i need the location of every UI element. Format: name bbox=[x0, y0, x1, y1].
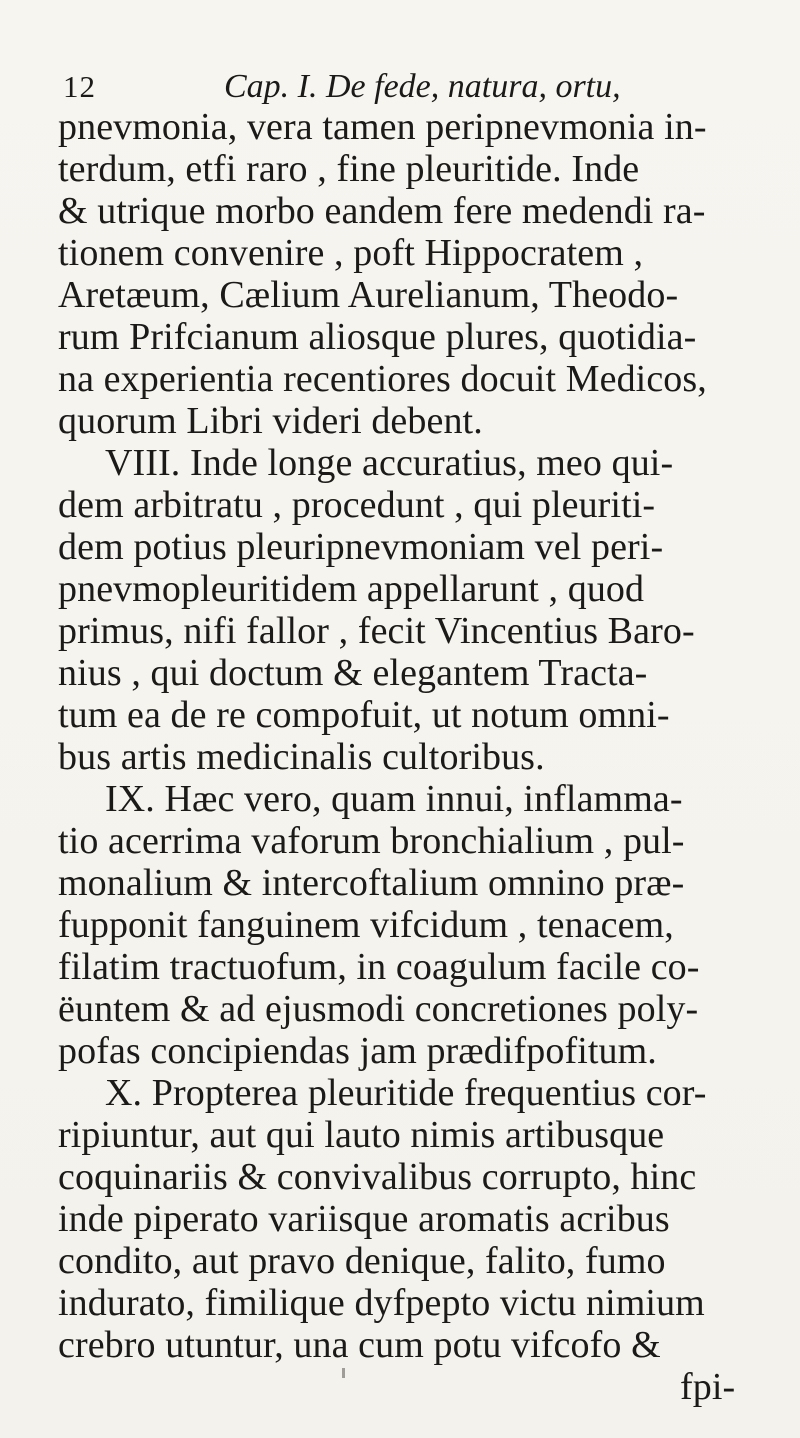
text-line: indurato, fimilique dyfpepto victu nimium bbox=[58, 1282, 705, 1324]
text-line: pnevmopleuritidem appellarunt , quod bbox=[58, 568, 645, 610]
text-line: crebro utuntur, una cum potu vifcofo & bbox=[58, 1324, 661, 1366]
text-line: tio acerrima vaforum bronchialium , pul- bbox=[58, 820, 685, 862]
text-line: & utrique morbo eandem fere medendi ra- bbox=[58, 190, 706, 232]
text-line: primus, nifi fallor , fecit Vincentius Baro- bbox=[58, 610, 695, 652]
running-head: Cap. I. De fede, natura, ortu, bbox=[224, 68, 621, 105]
text-line: na experientia recentiores docuit Medicos, bbox=[58, 358, 707, 400]
catchword: fpi- bbox=[680, 1366, 736, 1408]
text-line: pnevmonia, vera tamen peripnevmonia in- bbox=[58, 106, 707, 148]
paragraph-start: IX. Hæc vero, quam innui, inflamma- bbox=[105, 778, 683, 820]
text-line: dem arbitratu , procedunt , qui pleuriti- bbox=[58, 484, 656, 526]
text-line: terdum, etfi raro , fine pleuritide. Inde bbox=[58, 148, 640, 190]
text-line: ripiuntur, aut qui lauto nimis artibusque bbox=[58, 1114, 665, 1156]
text-line: Aretæum, Cælium Aurelianum, Theodo- bbox=[58, 274, 679, 316]
text-line: quorum Libri videri debent. bbox=[58, 400, 483, 442]
text-line: inde piperato variisque aromatis acribus bbox=[58, 1198, 670, 1240]
text-line: ëuntem & ad ejusmodi concretiones poly- bbox=[58, 988, 699, 1030]
text-line: fupponit fanguinem vifcidum , tenacem, bbox=[58, 904, 674, 946]
paragraph-start: VIII. Inde longe accuratius, meo qui- bbox=[105, 442, 674, 484]
text-line: nius , qui doctum & elegantem Tracta- bbox=[58, 652, 648, 694]
page-header bbox=[63, 66, 763, 108]
paragraph-start: X. Propterea pleuritide frequentius cor- bbox=[105, 1072, 707, 1114]
text-line: bus artis medicinalis cultoribus. bbox=[58, 736, 545, 778]
print-mark bbox=[342, 1368, 345, 1378]
text-line: tionem convenire , poft Hippocratem , bbox=[58, 232, 644, 274]
text-line: pofas concipiendas jam prædifpofitum. bbox=[58, 1030, 657, 1072]
page-number: 12 bbox=[63, 69, 96, 104]
text-line: coquinariis & convivalibus corrupto, hinc bbox=[58, 1156, 697, 1198]
text-line: monalium & intercoftalium omnino præ- bbox=[58, 862, 685, 904]
text-line: condito, aut pravo denique, falito, fumo bbox=[58, 1240, 666, 1282]
text-line: rum Prifcianum aliosque plures, quotidia- bbox=[58, 316, 697, 358]
text-line: filatim tractuofum, in coagulum facile co- bbox=[58, 946, 700, 988]
text-line: dem potius pleuripnevmoniam vel peri- bbox=[58, 526, 664, 568]
text-line: tum ea de re compofuit, ut notum omni- bbox=[58, 694, 670, 736]
body-text bbox=[58, 106, 768, 1408]
